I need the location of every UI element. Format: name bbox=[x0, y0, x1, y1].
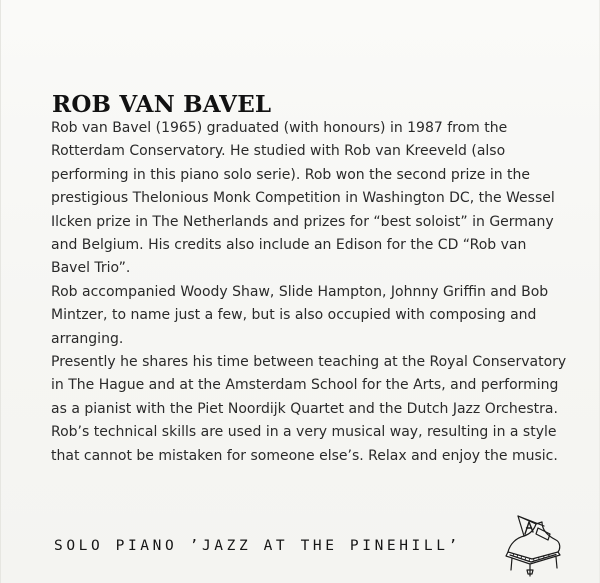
grand-piano-logo-icon bbox=[498, 508, 568, 578]
bio-paragraph-1: Rob van Bavel (1965) graduated (with honours) in 1987 from the Rotterdam Conservatory. He studied with Rob van Kreeveld (also performing in this piano solo serie). Rob won the second prize in the prestigious Thelonious Monk Competition in Washington DC, the Wessel Ilcken prize in The Netherlands and prizes for “best soloist” in Germany and Belgium. His credits also include an Edison for the CD “Rob van Bavel Trio”. bbox=[51, 120, 555, 277]
series-title-footer: SOLO PIANO ’JAZZ AT THE PINEHILL’ bbox=[54, 538, 461, 554]
biography-text bbox=[51, 117, 571, 468]
bio-paragraph-2: Rob accompanied Woody Shaw, Slide Hampton, Johnny Griffin and Bob Mintzer, to name just a few, but is also occupied with composing and arranging. bbox=[51, 283, 549, 347]
page-title: ROB VAN BAVEL bbox=[52, 91, 272, 118]
bio-paragraph-3: Presently he shares his time between teaching at the Royal Conservatory in The Hague and at the Amsterdam School for the Arts, and performing as a pianist with the Piet Noordijk Quartet and the Dutch Jazz Orchestra. Rob’s technical skills are used in a very musical way, resulting in a style that cannot be mistaken for someone else’s. Relax and enjoy the music. bbox=[51, 354, 567, 464]
